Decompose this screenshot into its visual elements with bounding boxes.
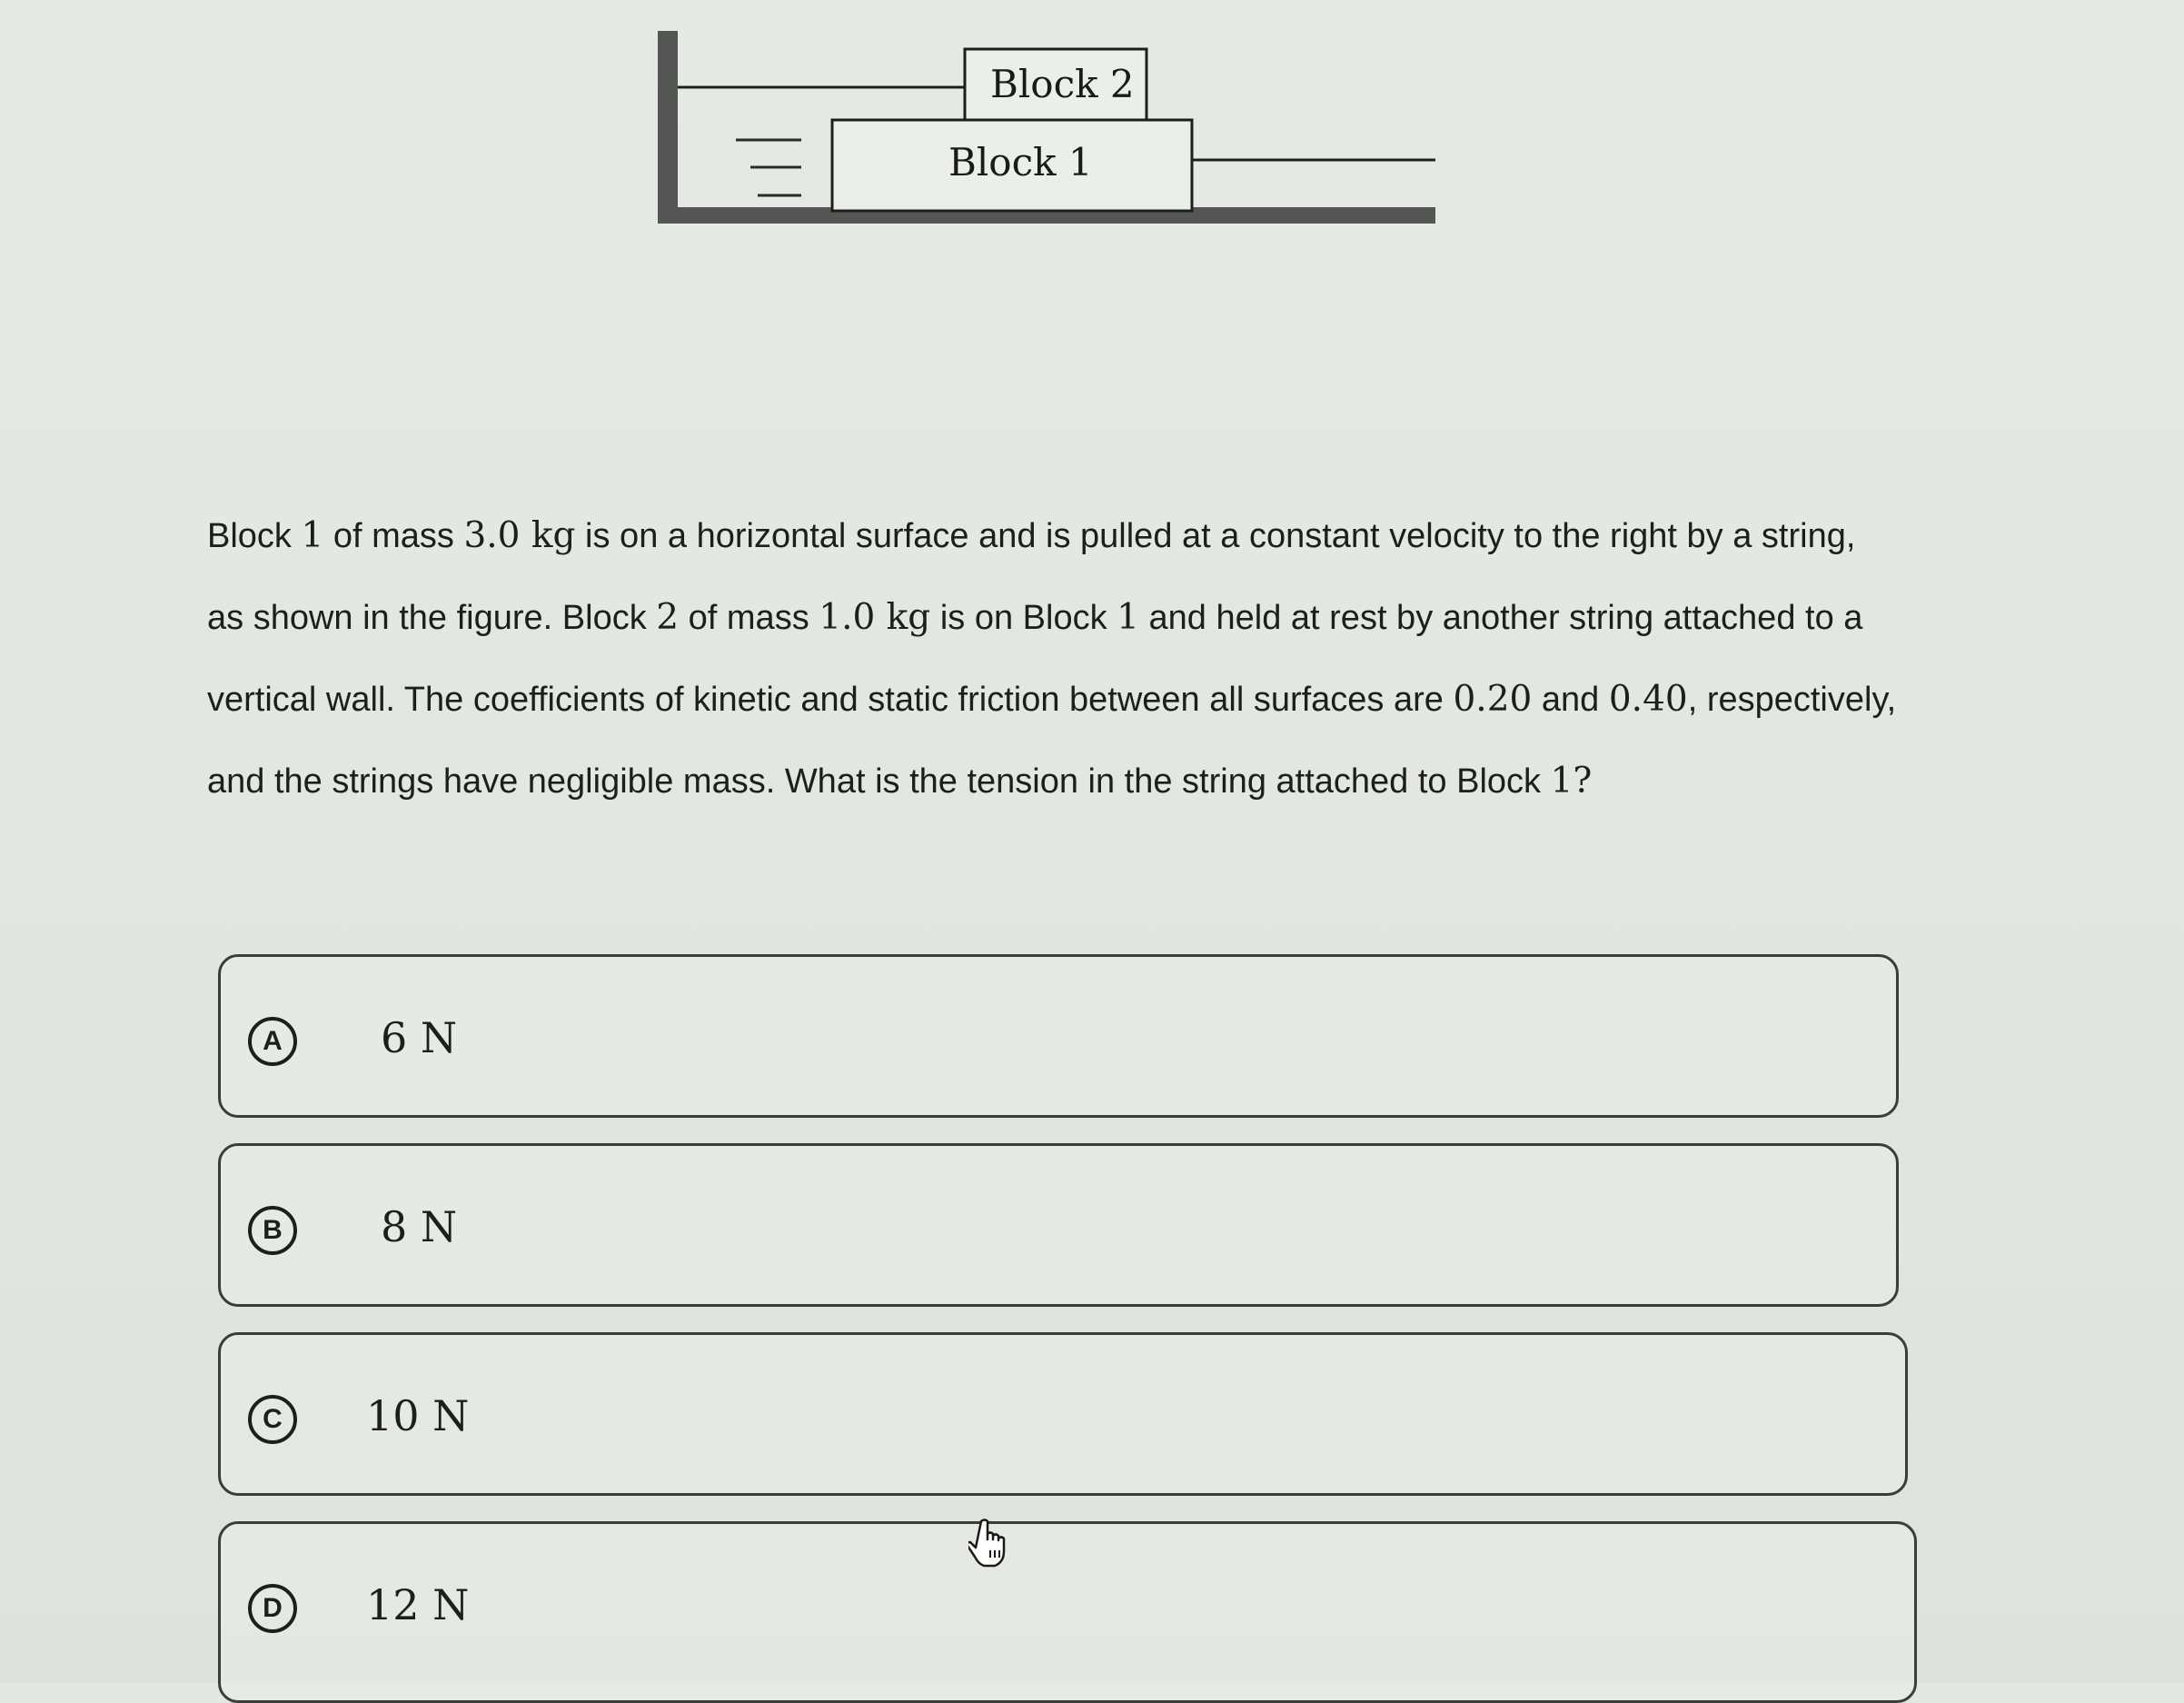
choice-c[interactable]	[218, 1332, 1908, 1496]
hand-pointer-icon	[968, 1518, 1012, 1569]
choice-d[interactable]	[218, 1521, 1917, 1703]
choice-letter-badge: C	[248, 1395, 297, 1444]
block-1-label: Block 1	[948, 140, 1093, 184]
choice-a[interactable]	[218, 954, 1899, 1118]
choice-letter-badge: D	[248, 1584, 297, 1633]
choice-b[interactable]	[218, 1143, 1899, 1307]
question-math: 0.20	[1453, 679, 1533, 720]
figure-diagram	[636, 18, 1454, 254]
question-math: 1	[301, 515, 324, 556]
question-part: of mass	[323, 517, 464, 555]
question-part: and held at rest by another string attached to a vertical wall. The coefficients of kinetic and static friction between all surfaces are	[207, 599, 1863, 719]
choice-text: 12 N	[366, 1580, 470, 1629]
question-math: 2	[656, 597, 680, 638]
question-part: , respectively, and the strings have negligible mass. What is the tension in the string attached to Block	[207, 681, 1897, 801]
question-math: 1	[1117, 597, 1139, 638]
choice-text: 8 N	[381, 1202, 458, 1251]
vertical-wall	[658, 31, 678, 224]
question-math: 0.40	[1608, 679, 1688, 720]
question-part: is on Block	[930, 599, 1117, 637]
block-figure	[636, 18, 1454, 254]
question-part: is on a horizontal surface and is pulled at a constant velocity to the right by a string, as shown in the figure. Block	[207, 517, 1856, 637]
question-part: Block	[207, 517, 302, 555]
choice-letter-badge: B	[248, 1206, 297, 1255]
question-math: 3.0 kg	[463, 515, 576, 556]
question-text	[207, 495, 1897, 822]
question-part: and	[1532, 681, 1609, 719]
block-2-label: Block 2	[990, 62, 1135, 106]
question-math: 1?	[1550, 761, 1593, 802]
choice-text: 6 N	[381, 1013, 458, 1062]
choice-letter-badge: A	[248, 1017, 297, 1066]
choice-text: 10 N	[366, 1391, 470, 1440]
question-part: of mass	[679, 599, 819, 637]
question-math: 1.0 kg	[819, 597, 931, 638]
